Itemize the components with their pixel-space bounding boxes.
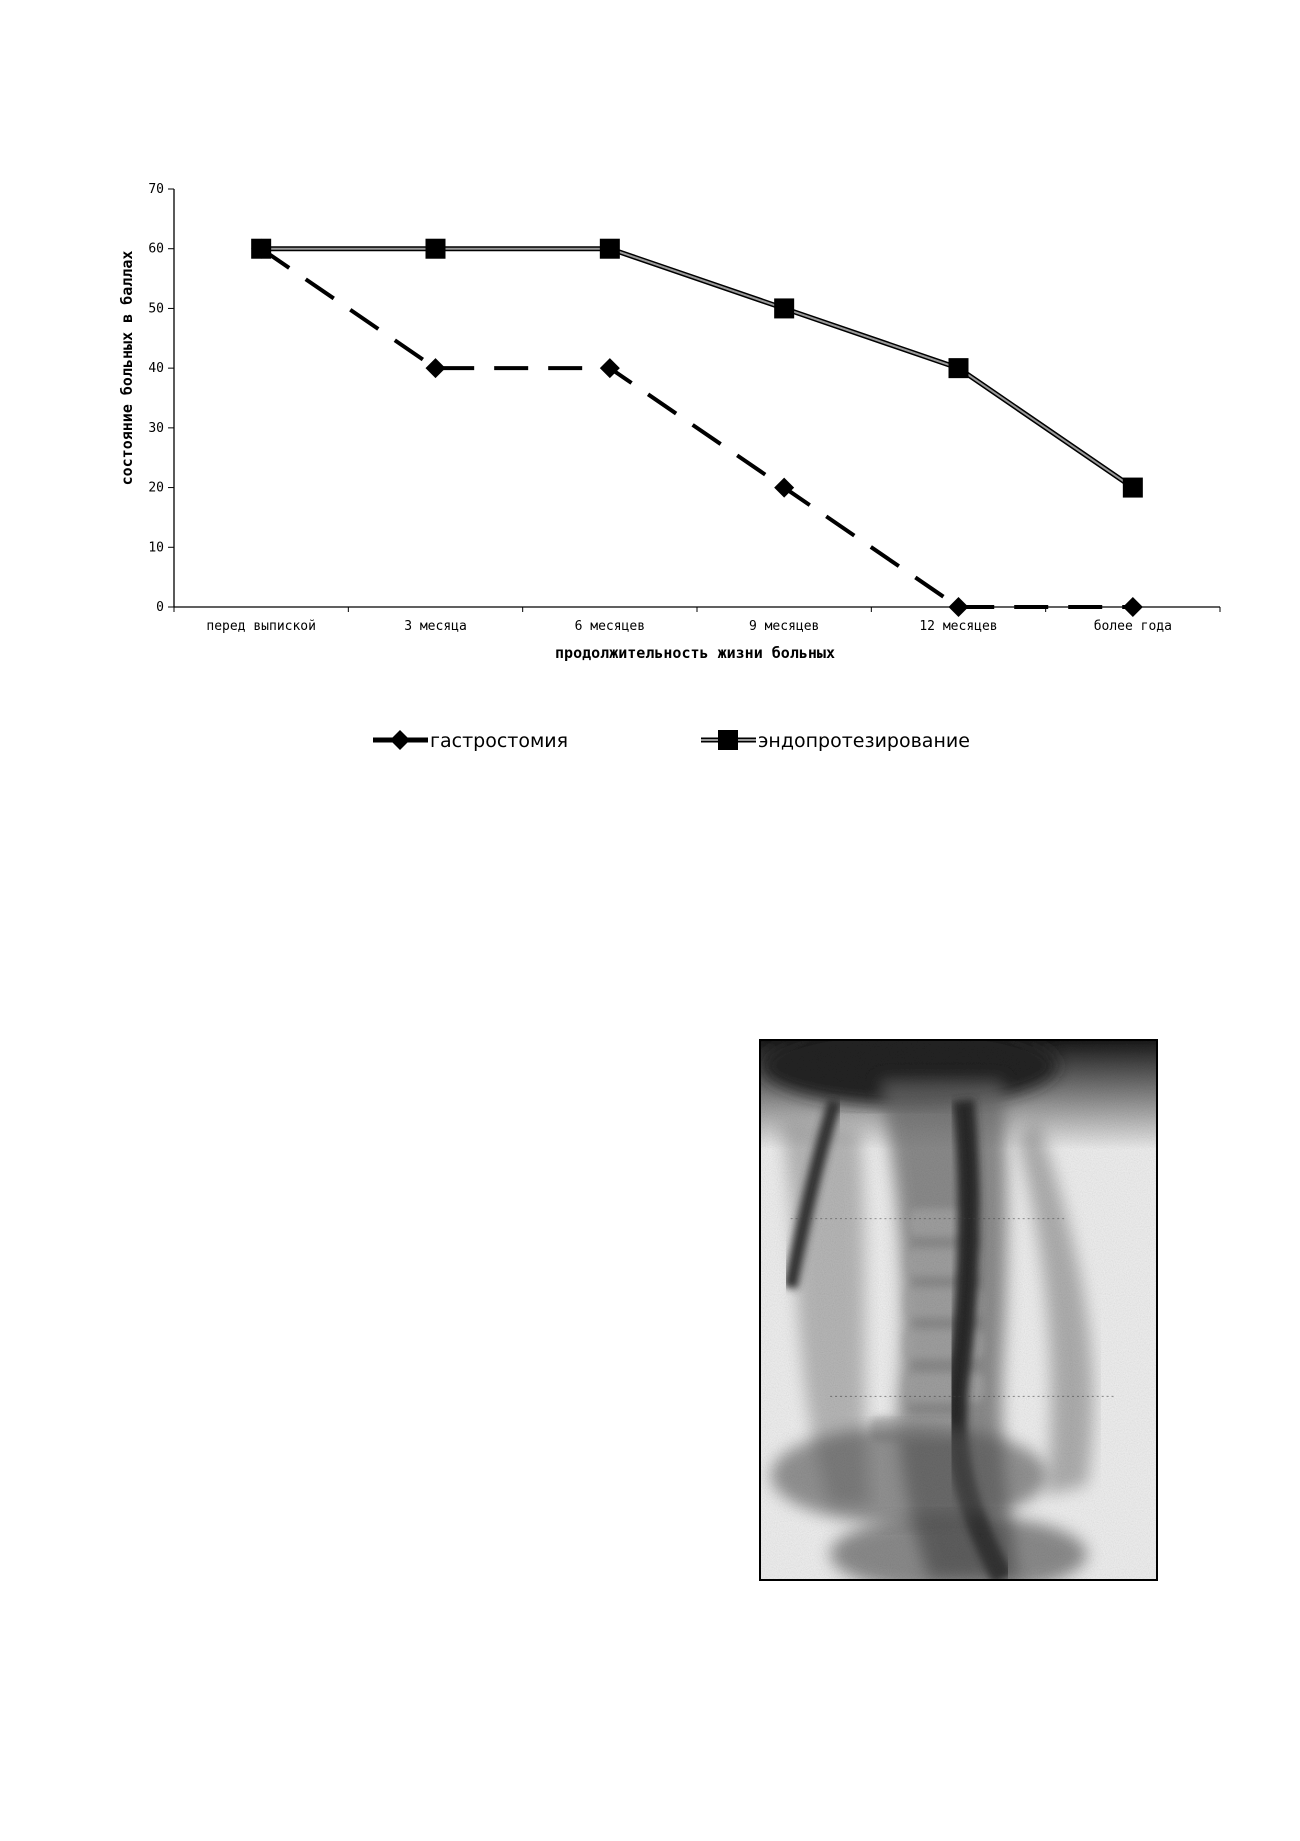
legend-marker [718, 730, 738, 750]
y-tick-label: 40 [148, 361, 164, 377]
series-line-outline [261, 249, 1133, 488]
xray-picture [761, 1041, 1156, 1579]
chart-axes [174, 189, 1220, 607]
y-tick-label: 70 [148, 182, 164, 197]
x-tick-label: 3 месяца [404, 619, 467, 634]
legend-label: эндопротезирование [758, 730, 970, 752]
x-tick-label: более года [1093, 619, 1172, 634]
x-tick-label: 6 месяцев [574, 619, 646, 634]
x-tick-label: перед выпиской [206, 619, 316, 634]
data-point-square [774, 298, 794, 318]
data-point-square [1123, 478, 1143, 498]
x-axis-ticks [174, 607, 1220, 634]
chart-series [251, 239, 1143, 617]
y-tick-label: 60 [148, 241, 164, 257]
legend-item [701, 730, 970, 752]
y-axis-ticks [148, 182, 174, 615]
x-axis-title: продолжительность жизни больных [555, 644, 835, 662]
data-point-square [426, 239, 446, 259]
data-point-diamond [949, 597, 969, 617]
data-point-diamond [426, 358, 446, 378]
legend-item [373, 730, 568, 752]
series-line [261, 249, 1133, 488]
series-diamond [251, 239, 1143, 617]
y-tick-label: 50 [148, 301, 164, 317]
line-chart [0, 0, 1300, 800]
y-tick-label: 20 [148, 480, 164, 496]
x-tick-label: 9 месяцев [748, 619, 820, 634]
data-point-diamond [1123, 597, 1143, 617]
x-tick-label: 12 месяцев [919, 619, 998, 634]
legend-label: гастростомия [430, 730, 569, 752]
y-tick-label: 0 [156, 600, 164, 615]
y-tick-label: 30 [148, 420, 164, 436]
data-point-square [600, 239, 620, 259]
series-line [261, 249, 1133, 607]
legend-marker [390, 730, 410, 750]
data-point-square [949, 358, 969, 378]
y-axis-title: состояние больных в баллах [118, 250, 136, 486]
xray-image [759, 1039, 1158, 1581]
series-square [251, 239, 1143, 498]
y-tick-label: 10 [148, 540, 164, 556]
chart-legend [373, 730, 970, 752]
